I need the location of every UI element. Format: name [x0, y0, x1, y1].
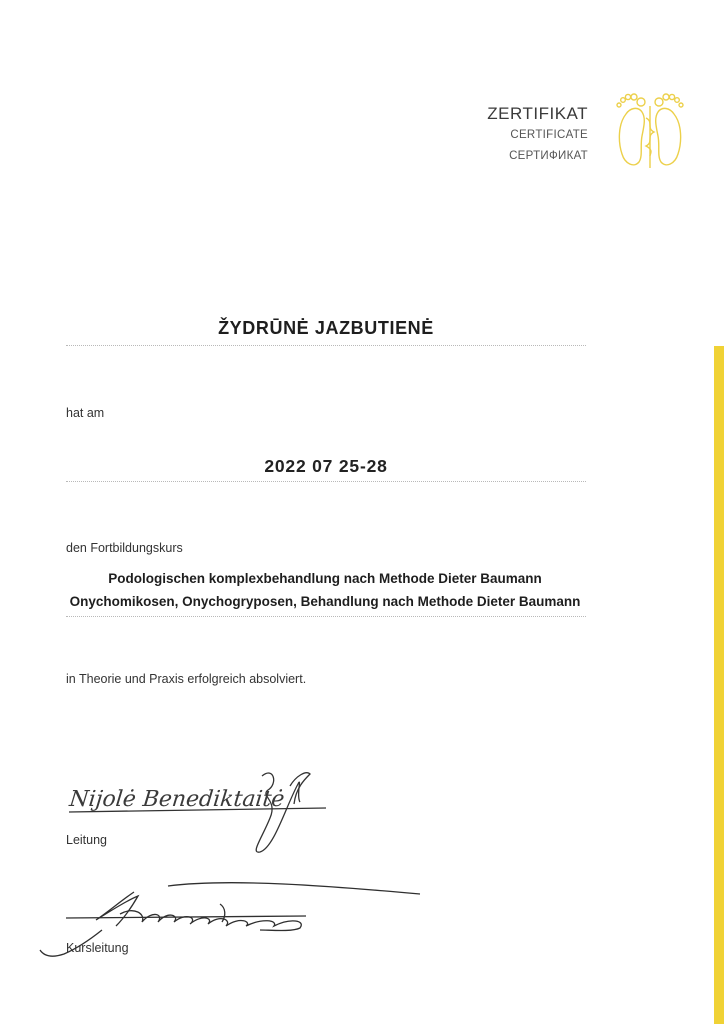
completion-statement: in Theorie und Praxis erfolgreich absolviert. [66, 672, 307, 686]
course-intro-label: den Fortbildungskurs [66, 541, 183, 555]
leitung-signature-text: Nijolė Benediktaitė [68, 787, 286, 812]
course-title-line-1: Podologischen komplexbehandlung nach Methode Dieter Baumann [108, 571, 542, 586]
course-date: 2022 07 25-28 [264, 456, 388, 476]
recipient-name: ŽYDRŪNĖ JAZBUTIENĖ [218, 318, 434, 338]
divider [66, 345, 586, 346]
divider [66, 616, 586, 617]
leitung-label: Leitung [66, 833, 108, 847]
course-title-line-2: Onychomikosen, Onychogryposen, Behandlung nach Methode Dieter Baumann [69, 594, 581, 609]
certificate-title-en: CERTIFICATE [510, 129, 588, 141]
divider [66, 481, 586, 482]
yellow-edge-bar [714, 346, 724, 1024]
kursleitung-label: Kursleitung [66, 941, 129, 955]
certificate-title-ru: СЕРТИФИКАТ [509, 150, 588, 162]
feet-logo-icon [612, 84, 688, 172]
hat-am-label: hat am [66, 406, 105, 420]
certificate-title-de: ZERTIFIKAT [487, 104, 588, 123]
